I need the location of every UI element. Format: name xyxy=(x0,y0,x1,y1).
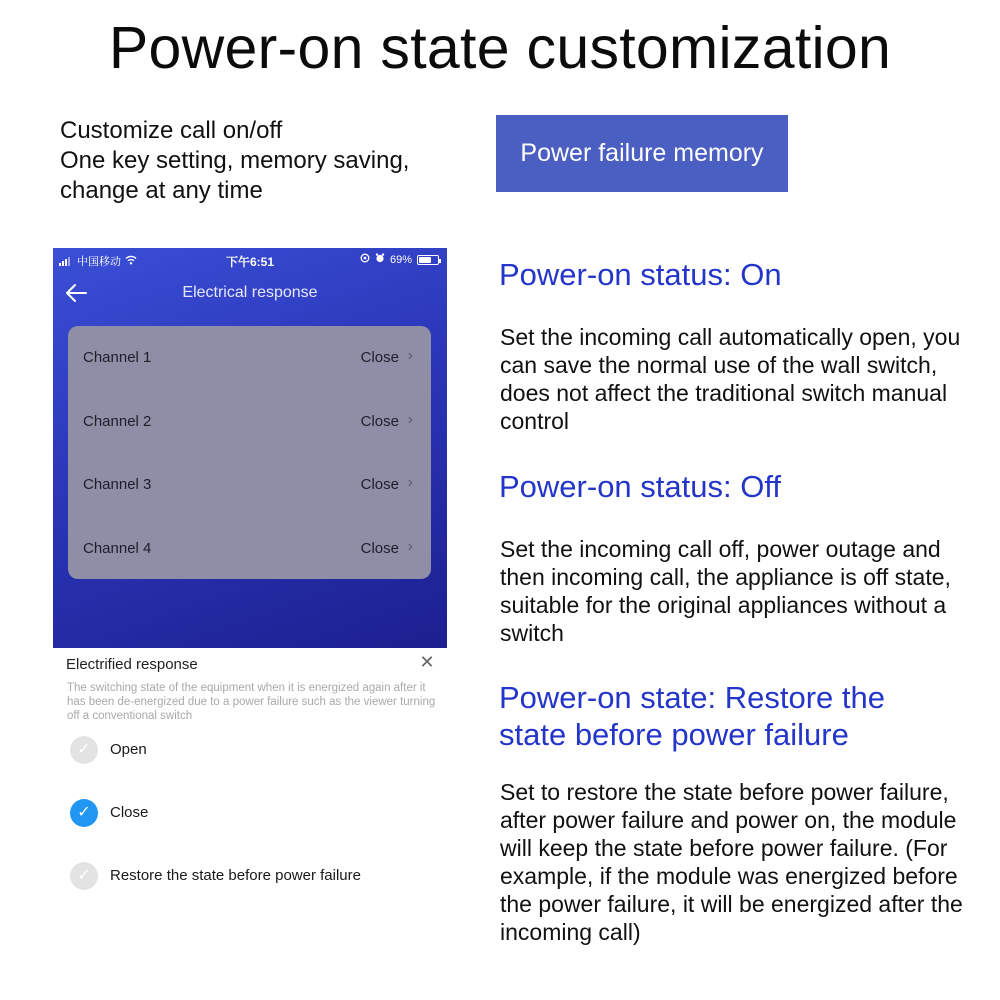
status-bar xyxy=(53,248,447,272)
channel-row-4[interactable] xyxy=(68,529,431,569)
location-icon xyxy=(360,253,370,266)
channel-name: Channel 3 xyxy=(83,476,152,493)
status-time: 下午6:51 xyxy=(225,255,275,269)
channel-name: Channel 1 xyxy=(83,349,152,366)
channel-list xyxy=(68,326,431,579)
section-heading-restore: Power-on state: Restore the state before power failure xyxy=(499,680,885,752)
battery-percent: 69% xyxy=(389,253,412,266)
chevron-right-icon: › xyxy=(407,347,413,364)
electrified-response-sheet xyxy=(53,648,447,910)
sheet-description: The switching state of the equipment when it is energized again after it has been de-energized due to a power failure such as the viewer turning off a conventional switch xyxy=(67,682,436,722)
channel-row-2[interactable] xyxy=(68,402,431,442)
option-open[interactable] xyxy=(68,734,438,766)
channel-value: Close xyxy=(360,476,399,493)
section-heading-on: Power-on status: On xyxy=(499,257,782,292)
battery-icon xyxy=(417,255,439,265)
intro-body: One key setting, memory saving, change at any time xyxy=(60,147,410,204)
chevron-right-icon: › xyxy=(407,411,413,428)
phone-screen xyxy=(53,248,447,648)
section-body-restore: Set to restore the state before power failure, after power failure and power on, the module will keep the state before power failure. (For example, if the module was energized before the power failure, it will be energized after the incoming call) xyxy=(500,779,963,945)
channel-value: Close xyxy=(360,540,399,557)
alarm-icon xyxy=(375,253,385,266)
section-body-on: Set the incoming call automatically open, you can save the normal use of the wall switch, does not affect the traditional switch manual control xyxy=(500,324,961,434)
close-icon[interactable]: ✕ xyxy=(419,652,435,672)
option-restore[interactable] xyxy=(68,860,438,892)
intro-heading: Customize call on/off xyxy=(60,117,283,144)
carrier-label: 中国移动 xyxy=(77,256,121,268)
option-label: Restore the state before power failure xyxy=(110,867,361,884)
page-title: Power-on state customization xyxy=(108,15,892,81)
sheet-title: Electrified response xyxy=(66,656,198,673)
channel-row-1[interactable] xyxy=(68,338,431,378)
chevron-right-icon: › xyxy=(407,474,413,491)
channel-name: Channel 2 xyxy=(83,413,152,430)
chevron-right-icon: › xyxy=(407,538,413,555)
check-circle-icon[interactable]: ✓ xyxy=(70,736,98,764)
feature-badge: Power failure memory xyxy=(496,115,788,192)
intro-text xyxy=(60,116,460,206)
channel-row-3[interactable] xyxy=(68,465,431,505)
section-heading-off: Power-on status: Off xyxy=(499,469,781,504)
channel-value: Close xyxy=(360,349,399,366)
channel-value: Close xyxy=(360,413,399,430)
option-label: Open xyxy=(110,741,147,758)
option-label: Close xyxy=(110,804,149,821)
section-body-off: Set the incoming call off, power outage and then incoming call, the appliance is off state, suitable for the original appliances without a switch xyxy=(500,536,951,646)
channel-name: Channel 4 xyxy=(83,540,152,557)
option-close[interactable] xyxy=(68,797,438,829)
check-circle-icon[interactable]: ✓ xyxy=(70,862,98,890)
check-circle-icon[interactable]: ✓ xyxy=(70,799,98,827)
nav-title: Electrical response xyxy=(182,284,318,301)
